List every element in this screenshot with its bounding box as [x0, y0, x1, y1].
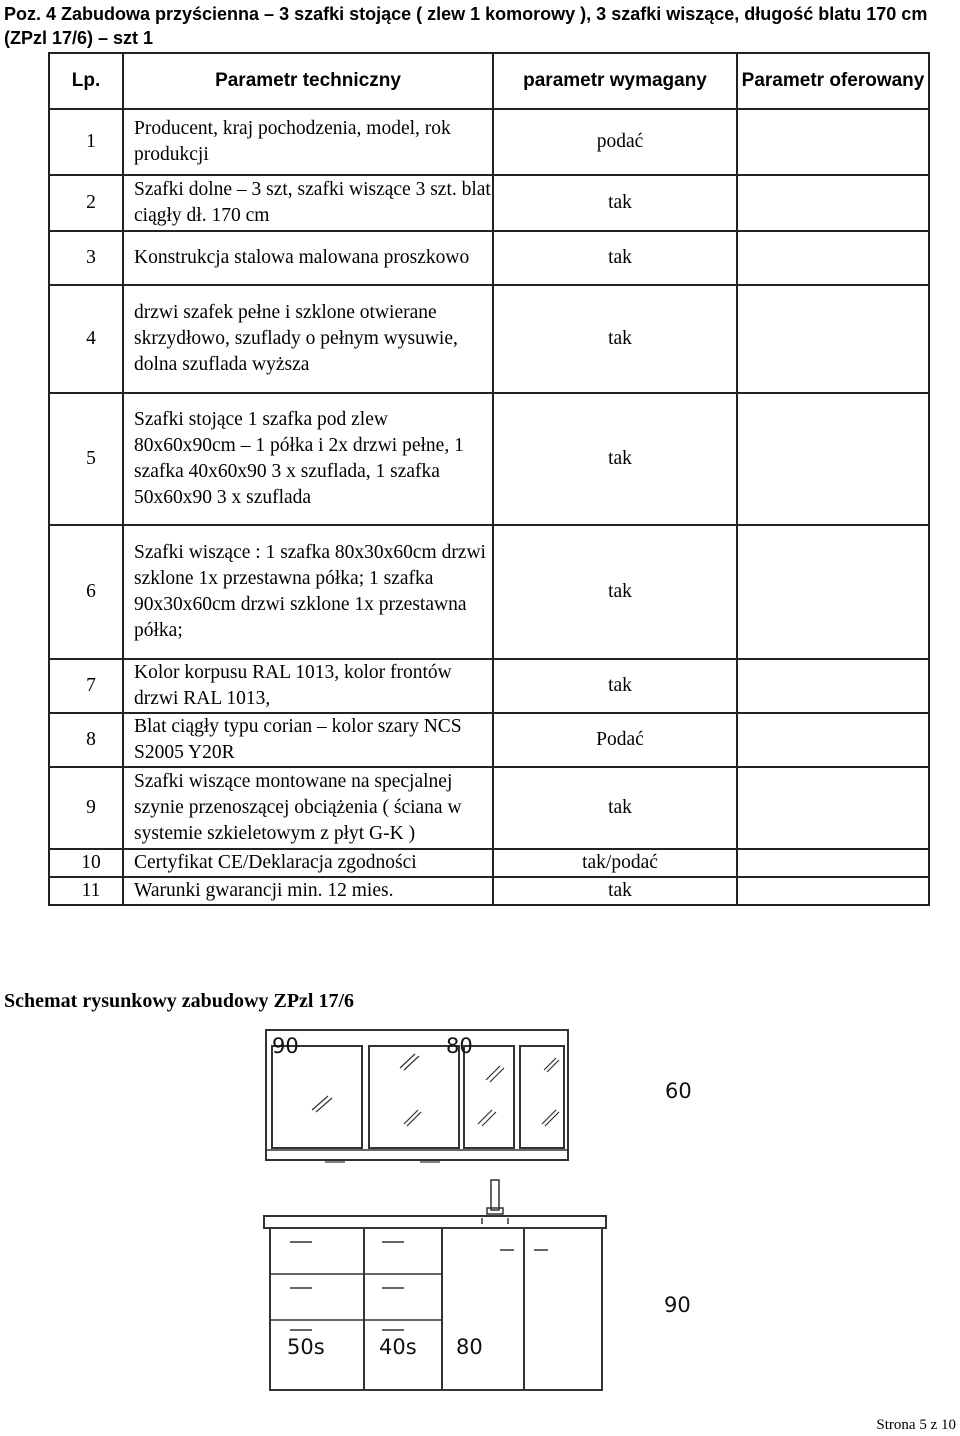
row-required: tak	[493, 767, 737, 849]
row-param: Kolor korpusu RAL 1013, kolor frontów drzwi RAL 1013,	[123, 659, 493, 713]
row-required: tak	[493, 877, 737, 905]
page-footer: Strona 5 z 10	[876, 1417, 956, 1433]
row-offered	[737, 713, 929, 767]
row-offered	[737, 767, 929, 849]
sink-tap-icon	[482, 1180, 508, 1224]
lower-c-label: 80	[456, 1335, 483, 1359]
lower-cabinets	[264, 1216, 606, 1390]
row-required: tak	[493, 175, 737, 231]
row-offered	[737, 849, 929, 877]
row-lp: 1	[49, 109, 123, 175]
table-row	[49, 849, 929, 877]
row-offered	[737, 231, 929, 285]
header-param: Parametr techniczny	[123, 53, 493, 109]
table-row	[49, 659, 929, 713]
row-param: Szafki dolne – 3 szt, szafki wiszące 3 szt. blat ciągły dł. 170 cm	[123, 175, 493, 231]
cabinet-drawing	[0, 1020, 960, 1400]
schemat-title: Schemat rysunkowy zabudowy ZPzl 17/6	[4, 990, 355, 1012]
table-row	[49, 285, 929, 393]
table-row	[49, 175, 929, 231]
header-required: parametr wymagany	[493, 53, 737, 109]
table-row	[49, 525, 929, 659]
row-required: tak	[493, 659, 737, 713]
row-param: Konstrukcja stalowa malowana proszkowo	[123, 231, 493, 285]
header-lp: Lp.	[49, 53, 123, 109]
document-title: Poz. 4 Zabudowa przyścienna – 3 szafki stojące ( zlew 1 komorowy ), 3 szafki wiszące, długość blatu 170 cm (ZPzl 17/6) – szt 1	[4, 4, 928, 48]
row-param: Warunki gwarancji min. 12 mies.	[123, 877, 493, 905]
table-row	[49, 877, 929, 905]
row-param: drzwi szafek pełne i szklone otwierane skrzydłowo, szuflady o pełnym wysuwie, dolna szuflada wyższa	[123, 285, 493, 393]
row-required: tak	[493, 285, 737, 393]
row-param: Producent, kraj pochodzenia, model, rok produkcji	[123, 109, 493, 175]
row-offered	[737, 659, 929, 713]
table-row	[49, 767, 929, 849]
row-param: Szafki stojące 1 szafka pod zlew 80x60x90cm – 1 półka i 2x drzwi pełne, 1 szafka 40x60x90 3 x szuflada, 1 szafka 50x60x90 3 x szuflada	[123, 393, 493, 525]
row-offered	[737, 175, 929, 231]
row-required: tak/podać	[493, 849, 737, 877]
upper-right-width-label: 80	[446, 1034, 473, 1058]
table-row	[49, 231, 929, 285]
row-param: Blat ciągły typu corian – kolor szary NCS S2005 Y20R	[123, 713, 493, 767]
row-lp: 2	[49, 175, 123, 231]
row-lp: 10	[49, 849, 123, 877]
row-offered	[737, 109, 929, 175]
row-param: Certyfikat CE/Deklaracja zgodności	[123, 849, 493, 877]
row-param: Szafki wiszące : 1 szafka 80x30x60cm drzwi szklone 1x przestawna półka; 1 szafka 90x30x60cm drzwi szklone 1x przestawna półka;	[123, 525, 493, 659]
upper-left-width-label: 90	[272, 1034, 299, 1058]
row-offered	[737, 285, 929, 393]
row-required: tak	[493, 525, 737, 659]
spec-table	[48, 52, 930, 906]
upper-cabinets	[266, 1030, 568, 1162]
lower-a-label: 50s	[287, 1335, 325, 1359]
row-param: Szafki wiszące montowane na specjalnej szynie przenoszącej obciążenia ( ściana w systemie szkieletowym z płyt G-K )	[123, 767, 493, 849]
upper-height-label: 60	[665, 1079, 692, 1103]
row-lp: 7	[49, 659, 123, 713]
row-required: tak	[493, 231, 737, 285]
table-row	[49, 393, 929, 525]
row-lp: 4	[49, 285, 123, 393]
table-header-row	[49, 53, 929, 109]
row-required: Podać	[493, 713, 737, 767]
row-lp: 9	[49, 767, 123, 849]
row-offered	[737, 877, 929, 905]
lower-height-label: 90	[664, 1293, 691, 1317]
header-offered: Parametr oferowany	[737, 53, 929, 109]
row-required: tak	[493, 393, 737, 525]
row-offered	[737, 525, 929, 659]
row-required: podać	[493, 109, 737, 175]
row-lp: 11	[49, 877, 123, 905]
row-lp: 5	[49, 393, 123, 525]
row-lp: 3	[49, 231, 123, 285]
row-offered	[737, 393, 929, 525]
lower-b-label: 40s	[379, 1335, 417, 1359]
row-lp: 8	[49, 713, 123, 767]
row-lp: 6	[49, 525, 123, 659]
table-row	[49, 713, 929, 767]
table-row	[49, 109, 929, 175]
